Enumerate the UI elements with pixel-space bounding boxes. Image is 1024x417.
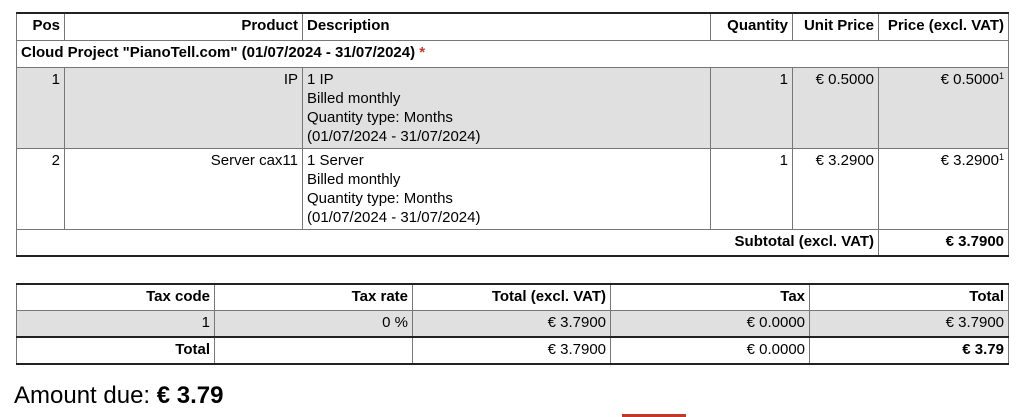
tax-total-row bbox=[17, 337, 1009, 364]
row-quantity: 1 bbox=[711, 149, 793, 230]
description-line: Billed monthly bbox=[307, 171, 401, 188]
row-product: Server cax11 bbox=[65, 149, 303, 230]
subtotal-value: € 3.7900 bbox=[879, 230, 1009, 257]
row-price bbox=[879, 149, 1009, 230]
table-row bbox=[17, 68, 1009, 149]
header-tax: Tax bbox=[611, 284, 810, 311]
header-unit-price: Unit Price bbox=[793, 13, 879, 41]
header-total-excl: Total (excl. VAT) bbox=[413, 284, 611, 311]
description-line: Quantity type: Months bbox=[307, 109, 453, 126]
header-price: Price (excl. VAT) bbox=[879, 13, 1009, 41]
description-line: (01/07/2024 - 31/07/2024) bbox=[307, 128, 481, 145]
row-pos: 2 bbox=[17, 149, 65, 230]
row-pos: 1 bbox=[17, 68, 65, 149]
items-header-row bbox=[17, 13, 1009, 41]
tax-rate: 0 % bbox=[215, 311, 413, 338]
subtotal-row bbox=[17, 230, 1009, 257]
header-quantity: Quantity bbox=[711, 13, 793, 41]
description-line: 1 Server bbox=[307, 152, 364, 169]
tax-total-excl: € 3.7900 bbox=[413, 311, 611, 338]
row-description bbox=[303, 149, 711, 230]
price-value: € 0.5000 bbox=[940, 71, 999, 88]
header-tax-rate: Tax rate bbox=[215, 284, 413, 311]
total-tax: € 0.0000 bbox=[611, 337, 810, 364]
grand-total: € 3.79 bbox=[810, 337, 1009, 364]
footnote-marker: 1 bbox=[998, 152, 1004, 162]
project-row bbox=[17, 41, 1009, 68]
tax-code: 1 bbox=[17, 311, 215, 338]
table-row bbox=[17, 311, 1009, 338]
header-product: Product bbox=[65, 13, 303, 41]
amount-due-value: € 3.79 bbox=[156, 382, 224, 409]
tax-header-row bbox=[17, 284, 1009, 311]
description-line: Billed monthly bbox=[307, 90, 401, 107]
project-cell bbox=[17, 41, 1009, 68]
tax-amount: € 0.0000 bbox=[611, 311, 810, 338]
tax-total: € 3.7900 bbox=[810, 311, 1009, 338]
description-line: Quantity type: Months bbox=[307, 190, 453, 207]
total-label: Total bbox=[17, 337, 215, 364]
row-unit-price: € 0.5000 bbox=[793, 68, 879, 149]
row-product: IP bbox=[65, 68, 303, 149]
tax-summary-table bbox=[16, 283, 1009, 365]
header-total: Total bbox=[810, 284, 1009, 311]
amount-due-label: Amount due: bbox=[14, 382, 151, 409]
total-excl: € 3.7900 bbox=[413, 337, 611, 364]
description-line: (01/07/2024 - 31/07/2024) bbox=[307, 209, 481, 226]
amount-due bbox=[14, 382, 224, 410]
project-marker: * bbox=[419, 44, 426, 61]
description-line: 1 IP bbox=[307, 71, 334, 88]
footnote-marker: 1 bbox=[998, 71, 1004, 81]
header-tax-code: Tax code bbox=[17, 284, 215, 311]
row-unit-price: € 3.2900 bbox=[793, 149, 879, 230]
project-label: Cloud Project "PianoTell.com" (01/07/2024 - 31/07/2024) bbox=[21, 44, 416, 61]
table-row bbox=[17, 149, 1009, 230]
header-pos: Pos bbox=[17, 13, 65, 41]
price-value: € 3.2900 bbox=[940, 152, 999, 169]
header-description: Description bbox=[303, 13, 711, 41]
subtotal-label: Subtotal (excl. VAT) bbox=[17, 230, 879, 257]
row-price bbox=[879, 68, 1009, 149]
invoice-items-table bbox=[16, 12, 1009, 257]
row-quantity: 1 bbox=[711, 68, 793, 149]
total-empty-cell bbox=[215, 337, 413, 364]
row-description bbox=[303, 68, 711, 149]
